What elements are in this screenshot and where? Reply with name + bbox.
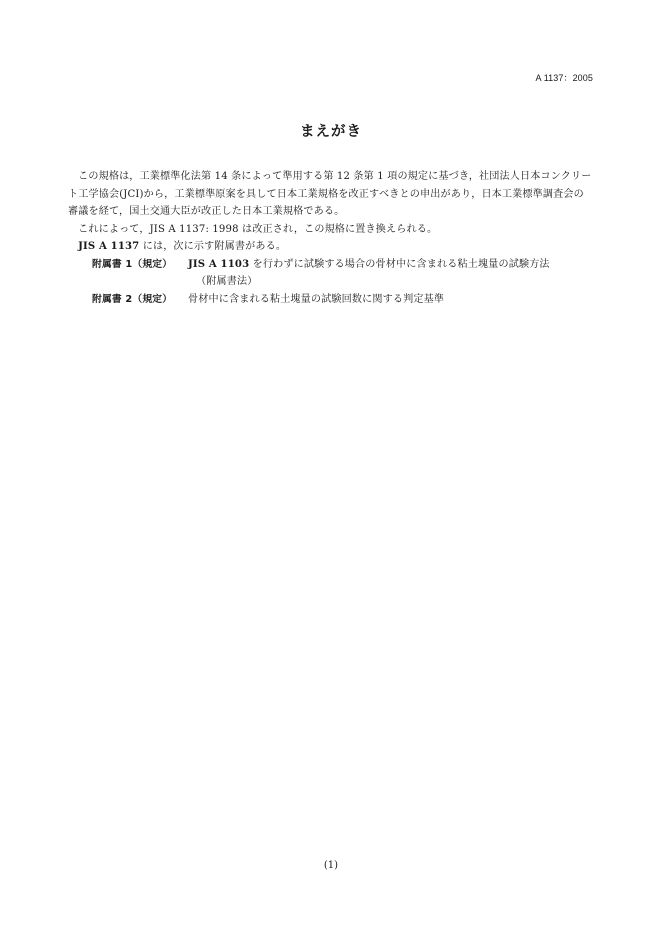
annex-item	[92, 291, 594, 309]
paragraph-2-suffix: : 1998 は改正され，この規格に置き換えられる。	[205, 223, 438, 235]
annex-text: 骨材中に含まれる粘土塊量の試験回数に関する判定基準	[188, 293, 445, 305]
paragraph-3	[68, 238, 594, 256]
annex-text: を行わずに試験する場合の骨材中に含まれる粘土塊量の試験方法	[249, 258, 550, 270]
annex-label: 附属書 1（規定）	[92, 258, 173, 270]
annex-standard-reference: JIS A 1103	[188, 258, 250, 270]
page-number: (1)	[323, 860, 339, 871]
page-title: まえがき	[300, 124, 362, 140]
paragraph-2	[68, 221, 594, 239]
paragraph-2-prefix: これによって，	[78, 223, 150, 235]
annex-description	[188, 291, 594, 309]
standard-reference: JIS A 1137	[149, 223, 206, 235]
annex-item	[92, 256, 594, 291]
annex-description	[188, 256, 594, 291]
paragraph-1: この規格は，工業標準化法第 14 条によって準用する第 12 条第 1 項の規定に基づき，社団法人日本コンクリート工学協会(JCI)から，工業標準原案を具して日本工業規格を改正すべきとの申出があり，日本工業標準調査会の審議を経て，国土交通大臣が改正した日本工業規格である。	[68, 171, 592, 217]
standard-reference-bold: JIS A 1137	[78, 241, 140, 252]
annex-subtext: （附属書法）	[196, 276, 258, 287]
annex-label: 附属書 2（規定）	[92, 293, 173, 305]
document-id: A 1137：2005	[535, 73, 593, 83]
paragraph-3-suffix: には，次に示す附属書がある。	[139, 241, 287, 252]
document-body	[68, 168, 594, 308]
